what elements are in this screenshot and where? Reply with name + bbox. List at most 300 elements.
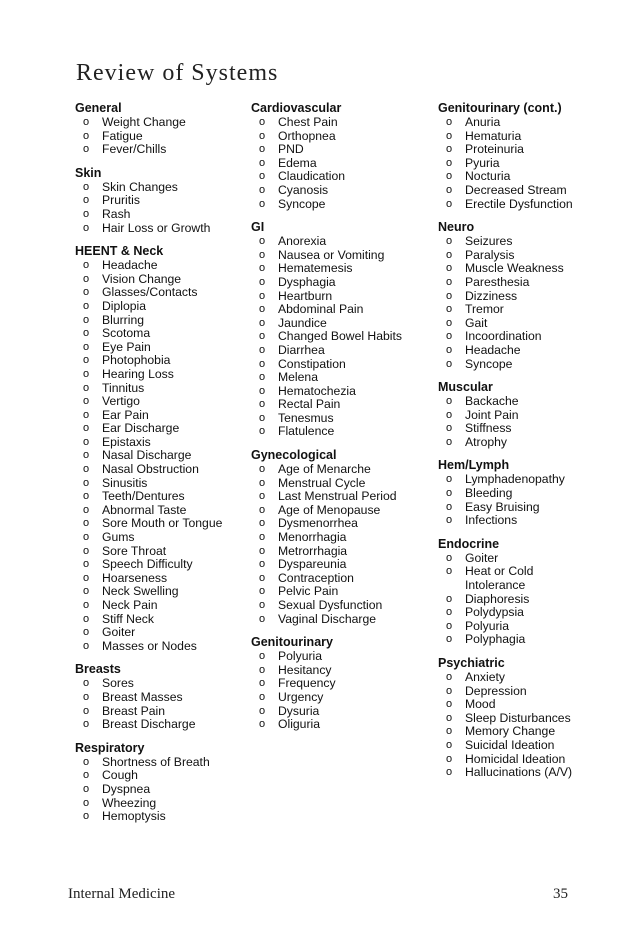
item-label: Vision Change bbox=[102, 271, 182, 286]
item-label: Speech Difficulty bbox=[102, 557, 193, 572]
list-item bbox=[251, 504, 411, 518]
item-label: Nausea or Vomiting bbox=[278, 247, 385, 262]
item-label: Orthopnea bbox=[278, 128, 336, 143]
list-item bbox=[75, 477, 240, 491]
bullet-icon: o bbox=[83, 272, 90, 285]
item-label: Tinnitus bbox=[102, 380, 145, 395]
bullet-icon: o bbox=[446, 303, 453, 316]
item-label: Hemoptysis bbox=[102, 809, 166, 824]
item-label: Hoarseness bbox=[102, 570, 168, 585]
list-item bbox=[438, 184, 588, 198]
item-label: Metrorrhagia bbox=[278, 543, 348, 558]
bullet-icon: o bbox=[259, 197, 266, 210]
list-item bbox=[251, 490, 411, 504]
bullet-icon: o bbox=[259, 503, 266, 516]
section-title: Endocrine bbox=[438, 536, 500, 551]
bullet-icon: o bbox=[259, 558, 266, 571]
bullet-icon: o bbox=[259, 690, 266, 703]
item-label: Breast Pain bbox=[102, 703, 166, 718]
section-title: Skin bbox=[75, 165, 102, 180]
bullet-icon: o bbox=[83, 585, 90, 598]
item-label: Masses or Nodes bbox=[102, 638, 197, 653]
list-item bbox=[75, 208, 240, 222]
item-label: Weight Change bbox=[102, 115, 186, 129]
section-title: Respiratory bbox=[75, 740, 145, 755]
item-label: Oliguria bbox=[278, 717, 320, 732]
ros-section bbox=[438, 101, 588, 211]
item-label: Jaundice bbox=[278, 315, 327, 330]
item-label: Atrophy bbox=[465, 434, 508, 449]
bullet-icon: o bbox=[83, 612, 90, 625]
ros-section bbox=[251, 101, 411, 211]
list-item bbox=[251, 198, 411, 212]
list-item bbox=[75, 422, 240, 436]
item-label: Tenesmus bbox=[278, 410, 334, 425]
list-item bbox=[75, 368, 240, 382]
list-item bbox=[251, 170, 411, 184]
bullet-icon: o bbox=[259, 612, 266, 625]
bullet-icon: o bbox=[259, 463, 266, 476]
item-label: Polydypsia bbox=[465, 605, 524, 620]
item-label: Skin Changes bbox=[102, 179, 178, 194]
bullet-icon: o bbox=[446, 500, 453, 513]
list-item bbox=[251, 705, 411, 719]
list-item bbox=[438, 157, 588, 171]
item-label: Sexual Dysfunction bbox=[278, 598, 383, 612]
list-item bbox=[438, 620, 588, 634]
list-item bbox=[75, 130, 240, 144]
page-title: Review of Systems bbox=[76, 60, 279, 86]
list-item bbox=[438, 766, 588, 780]
list-item bbox=[251, 572, 411, 586]
item-label: Gums bbox=[102, 530, 135, 545]
item-label: Anxiety bbox=[465, 670, 505, 684]
list-item bbox=[75, 354, 240, 368]
bullet-icon: o bbox=[446, 262, 453, 275]
bullet-icon: o bbox=[83, 143, 90, 156]
bullet-icon: o bbox=[259, 599, 266, 611]
item-label: Wheezing bbox=[102, 795, 157, 810]
list-item bbox=[75, 382, 240, 396]
list-item bbox=[75, 409, 240, 423]
item-label: Fever/Chills bbox=[102, 142, 167, 157]
bullet-icon: o bbox=[259, 544, 266, 557]
list-item bbox=[438, 409, 588, 423]
section-title: Neuro bbox=[438, 220, 475, 235]
list-item bbox=[75, 143, 240, 157]
item-label: Rectal Pain bbox=[278, 397, 341, 412]
item-label: Neck Pain bbox=[102, 598, 158, 612]
bullet-icon: o bbox=[83, 422, 90, 435]
list-item bbox=[438, 358, 588, 372]
item-label: Hesitancy bbox=[278, 662, 332, 677]
list-item bbox=[251, 116, 411, 130]
section-title: GI bbox=[251, 220, 265, 235]
bullet-icon: o bbox=[259, 571, 266, 584]
list-item bbox=[251, 477, 411, 491]
bullet-icon: o bbox=[446, 725, 453, 738]
item-label: Hematemesis bbox=[278, 261, 353, 276]
bullet-icon: o bbox=[446, 592, 453, 605]
item-label: Tremor bbox=[465, 302, 504, 317]
ros-section bbox=[438, 458, 588, 527]
item-label: Breast Discharge bbox=[102, 717, 196, 732]
bullet-icon: o bbox=[83, 340, 90, 353]
bullet-icon: o bbox=[259, 262, 266, 275]
list-item bbox=[251, 691, 411, 705]
item-label: Memory Change bbox=[465, 724, 556, 739]
list-item bbox=[438, 633, 588, 647]
list-item bbox=[251, 613, 411, 627]
item-label: Age of Menopause bbox=[278, 502, 381, 517]
list-item bbox=[251, 262, 411, 276]
item-label: Nasal Obstruction bbox=[102, 462, 199, 477]
bullet-icon: o bbox=[446, 711, 453, 724]
bullet-icon: o bbox=[259, 156, 266, 169]
list-item bbox=[75, 613, 240, 627]
bullet-icon: o bbox=[259, 411, 266, 424]
bullet-icon: o bbox=[259, 330, 266, 343]
item-label: Dysmenorrhea bbox=[278, 516, 358, 531]
list-item bbox=[251, 358, 411, 372]
bullet-icon: o bbox=[446, 357, 453, 370]
item-label: Pelvic Pain bbox=[278, 584, 339, 599]
item-label: Dyspnea bbox=[102, 781, 151, 796]
item-label: Diplopia bbox=[102, 298, 147, 313]
list-item bbox=[438, 130, 588, 144]
list-item bbox=[438, 344, 588, 358]
list-item bbox=[438, 422, 588, 436]
item-label: Polyphagia bbox=[465, 632, 526, 647]
list-item bbox=[251, 130, 411, 144]
bullet-icon: o bbox=[259, 585, 266, 598]
list-item bbox=[438, 606, 588, 620]
list-item bbox=[438, 487, 588, 501]
list-item bbox=[438, 262, 588, 276]
list-item bbox=[438, 473, 588, 487]
list-item bbox=[438, 552, 588, 566]
column-2 bbox=[251, 101, 411, 741]
item-label: Backache bbox=[465, 394, 519, 409]
item-label: Menstrual Cycle bbox=[278, 475, 366, 490]
item-label: Claudication bbox=[278, 169, 346, 184]
list-item bbox=[251, 718, 411, 732]
bullet-icon: o bbox=[259, 289, 266, 302]
bullet-icon: o bbox=[83, 286, 90, 299]
bullet-icon: o bbox=[446, 422, 453, 435]
list-item bbox=[75, 545, 240, 559]
bullet-icon: o bbox=[446, 619, 453, 632]
bullet-icon: o bbox=[446, 197, 453, 210]
item-label: Ear Pain bbox=[102, 407, 149, 422]
ros-section bbox=[251, 635, 411, 732]
list-item bbox=[251, 303, 411, 317]
list-item bbox=[438, 170, 588, 184]
bullet-icon: o bbox=[446, 551, 453, 564]
list-item bbox=[438, 698, 588, 712]
item-label: Dysuria bbox=[278, 703, 320, 718]
bullet-icon: o bbox=[83, 381, 90, 394]
list-item bbox=[438, 739, 588, 753]
bullet-icon: o bbox=[83, 704, 90, 717]
item-label: Shortness of Breath bbox=[102, 754, 210, 769]
bullet-icon: o bbox=[83, 626, 90, 639]
item-label: Constipation bbox=[278, 356, 346, 371]
item-label: Changed Bowel Habits bbox=[278, 329, 402, 344]
list-item bbox=[251, 545, 411, 559]
list-item bbox=[75, 585, 240, 599]
list-item bbox=[75, 194, 240, 208]
item-label: Fatigue bbox=[102, 128, 143, 143]
bullet-icon: o bbox=[83, 544, 90, 557]
bullet-icon: o bbox=[83, 517, 90, 530]
item-label: Dyspareunia bbox=[278, 557, 347, 572]
list-item bbox=[438, 290, 588, 304]
list-item bbox=[438, 514, 588, 528]
bullet-icon: o bbox=[446, 183, 453, 196]
bullet-icon: o bbox=[83, 476, 90, 489]
list-item bbox=[75, 691, 240, 705]
bullet-icon: o bbox=[446, 275, 453, 288]
bullet-icon: o bbox=[83, 558, 90, 571]
list-item bbox=[75, 572, 240, 586]
section-title: Hem/Lymph bbox=[438, 458, 510, 473]
bullet-icon: o bbox=[259, 490, 266, 503]
bullet-icon: o bbox=[446, 684, 453, 697]
item-label: Abnormal Taste bbox=[102, 502, 187, 517]
item-label: Epistaxis bbox=[102, 434, 151, 449]
ros-section bbox=[438, 380, 588, 449]
item-label: Syncope bbox=[278, 196, 326, 211]
item-label: Sore Throat bbox=[102, 543, 167, 558]
list-item bbox=[75, 705, 240, 719]
list-item bbox=[438, 198, 588, 212]
list-item bbox=[438, 593, 588, 607]
bullet-icon: o bbox=[446, 235, 453, 248]
bullet-icon: o bbox=[259, 183, 266, 196]
list-item bbox=[75, 463, 240, 477]
list-item bbox=[251, 385, 411, 399]
list-item bbox=[438, 235, 588, 249]
bullet-icon: o bbox=[446, 671, 453, 683]
bullet-icon: o bbox=[259, 398, 266, 411]
item-label: Eye Pain bbox=[102, 339, 151, 354]
list-item bbox=[438, 116, 588, 130]
bullet-icon: o bbox=[259, 116, 266, 128]
bullet-icon: o bbox=[259, 531, 266, 544]
bullet-icon: o bbox=[446, 143, 453, 156]
list-item bbox=[75, 116, 240, 130]
item-label: Hematuria bbox=[465, 128, 522, 143]
bullet-icon: o bbox=[83, 718, 90, 731]
item-label: Goiter bbox=[102, 625, 136, 640]
item-label: Proteinuria bbox=[465, 142, 524, 157]
list-item bbox=[438, 249, 588, 263]
list-item bbox=[75, 626, 240, 640]
list-item bbox=[438, 725, 588, 739]
bullet-icon: o bbox=[259, 275, 266, 288]
item-label: Teeth/Dentures bbox=[102, 489, 185, 504]
item-label: Vaginal Discharge bbox=[278, 611, 377, 626]
bullet-icon: o bbox=[446, 316, 453, 329]
item-label: Hallucinations (A/V) bbox=[465, 765, 573, 780]
list-item bbox=[75, 756, 240, 770]
list-item bbox=[251, 599, 411, 613]
bullet-icon: o bbox=[446, 170, 453, 183]
list-item bbox=[75, 677, 240, 691]
list-item bbox=[438, 303, 588, 317]
item-label: Infections bbox=[465, 513, 518, 528]
section-title: Muscular bbox=[438, 380, 493, 395]
section-title: Psychiatric bbox=[438, 656, 505, 670]
list-item bbox=[251, 531, 411, 545]
list-item bbox=[438, 436, 588, 450]
bullet-icon: o bbox=[446, 116, 453, 128]
list-item bbox=[75, 718, 240, 732]
item-label: Blurring bbox=[102, 312, 144, 327]
bullet-icon: o bbox=[446, 395, 453, 408]
item-label: Stiff Neck bbox=[102, 611, 154, 626]
item-label: Anorexia bbox=[278, 234, 327, 249]
bullet-icon: o bbox=[83, 116, 90, 128]
list-item bbox=[251, 371, 411, 385]
item-label: Scotoma bbox=[102, 326, 151, 341]
list-item bbox=[75, 490, 240, 504]
list-item bbox=[438, 565, 588, 592]
list-item bbox=[75, 300, 240, 314]
item-label: Mood bbox=[465, 697, 496, 712]
list-item bbox=[251, 235, 411, 249]
list-item bbox=[251, 558, 411, 572]
item-label: Easy Bruising bbox=[465, 499, 540, 514]
item-label: Chest Pain bbox=[278, 115, 338, 129]
list-item bbox=[438, 317, 588, 331]
item-label: Polyuria bbox=[465, 618, 510, 633]
item-label: Sore Mouth or Tongue bbox=[102, 516, 223, 531]
bullet-icon: o bbox=[83, 571, 90, 584]
list-item bbox=[251, 143, 411, 157]
item-label: Contraception bbox=[278, 570, 354, 585]
bullet-icon: o bbox=[83, 180, 90, 193]
ros-section bbox=[251, 448, 411, 626]
item-label: Headache bbox=[102, 258, 158, 273]
bullet-icon: o bbox=[83, 194, 90, 207]
item-label: Photophobia bbox=[102, 353, 171, 368]
list-item bbox=[75, 640, 240, 654]
ros-section bbox=[438, 220, 588, 371]
item-label: Nocturia bbox=[465, 169, 511, 184]
ros-section bbox=[251, 220, 411, 439]
list-item bbox=[438, 671, 588, 685]
bullet-icon: o bbox=[83, 259, 90, 272]
list-item bbox=[75, 810, 240, 824]
section-title: Gynecological bbox=[251, 448, 337, 463]
bullet-icon: o bbox=[83, 755, 90, 768]
item-label: Depression bbox=[465, 683, 527, 698]
bullet-icon: o bbox=[83, 299, 90, 312]
bullet-icon: o bbox=[83, 490, 90, 503]
bullet-icon: o bbox=[259, 517, 266, 530]
list-item bbox=[75, 259, 240, 273]
item-label: Joint Pain bbox=[465, 407, 519, 422]
item-label: Diaphoresis bbox=[465, 591, 530, 606]
item-label: Headache bbox=[465, 342, 521, 357]
bullet-icon: o bbox=[446, 766, 453, 779]
column-3 bbox=[438, 101, 588, 789]
ros-section bbox=[75, 166, 240, 235]
bullet-icon: o bbox=[83, 395, 90, 408]
bullet-icon: o bbox=[446, 565, 453, 578]
bullet-icon: o bbox=[259, 371, 266, 384]
list-item bbox=[251, 412, 411, 426]
bullet-icon: o bbox=[83, 408, 90, 421]
list-item bbox=[75, 273, 240, 287]
item-label: Edema bbox=[278, 155, 317, 170]
list-item bbox=[251, 677, 411, 691]
list-item bbox=[75, 504, 240, 518]
item-label: Homicidal Ideation bbox=[465, 751, 566, 766]
bullet-icon: o bbox=[446, 289, 453, 302]
list-item bbox=[75, 531, 240, 545]
item-label: Muscle Weakness bbox=[465, 261, 564, 276]
bullet-icon: o bbox=[83, 463, 90, 476]
list-item bbox=[251, 184, 411, 198]
bullet-icon: o bbox=[446, 156, 453, 169]
bullet-icon: o bbox=[83, 531, 90, 544]
item-label: Neck Swelling bbox=[102, 584, 179, 599]
item-label: Menorrhagia bbox=[278, 530, 347, 545]
bullet-icon: o bbox=[83, 782, 90, 795]
bullet-icon: o bbox=[83, 599, 90, 611]
list-item bbox=[75, 341, 240, 355]
bullet-icon: o bbox=[83, 503, 90, 516]
item-label: Hematochezia bbox=[278, 383, 356, 398]
item-label: Flatulence bbox=[278, 424, 335, 439]
bullet-icon: o bbox=[446, 248, 453, 261]
item-label: Melena bbox=[278, 370, 318, 385]
ros-section bbox=[438, 537, 588, 647]
item-label: Anuria bbox=[465, 115, 501, 129]
item-label: PND bbox=[278, 142, 304, 157]
item-label: Erectile Dysfunction bbox=[465, 196, 573, 211]
bullet-icon: o bbox=[446, 698, 453, 711]
list-item bbox=[75, 797, 240, 811]
bullet-icon: o bbox=[259, 170, 266, 183]
section-title: General bbox=[75, 101, 122, 115]
list-item bbox=[251, 664, 411, 678]
column-1 bbox=[75, 101, 240, 833]
list-item bbox=[75, 222, 240, 236]
list-item bbox=[438, 501, 588, 515]
list-item bbox=[438, 330, 588, 344]
item-label: Vertigo bbox=[102, 394, 140, 409]
list-item bbox=[438, 753, 588, 767]
item-label: Abdominal Pain bbox=[278, 302, 364, 317]
bullet-icon: o bbox=[259, 129, 266, 142]
item-label: Rash bbox=[102, 206, 131, 221]
item-label: Frequency bbox=[278, 676, 336, 691]
list-item bbox=[251, 425, 411, 439]
list-item bbox=[251, 330, 411, 344]
bullet-icon: o bbox=[83, 677, 90, 690]
item-label: Heartburn bbox=[278, 288, 333, 303]
list-item bbox=[438, 395, 588, 409]
item-label: Diarrhea bbox=[278, 342, 325, 357]
item-label: Seizures bbox=[465, 234, 513, 249]
list-item bbox=[438, 712, 588, 726]
list-item bbox=[438, 685, 588, 699]
list-item bbox=[75, 517, 240, 531]
